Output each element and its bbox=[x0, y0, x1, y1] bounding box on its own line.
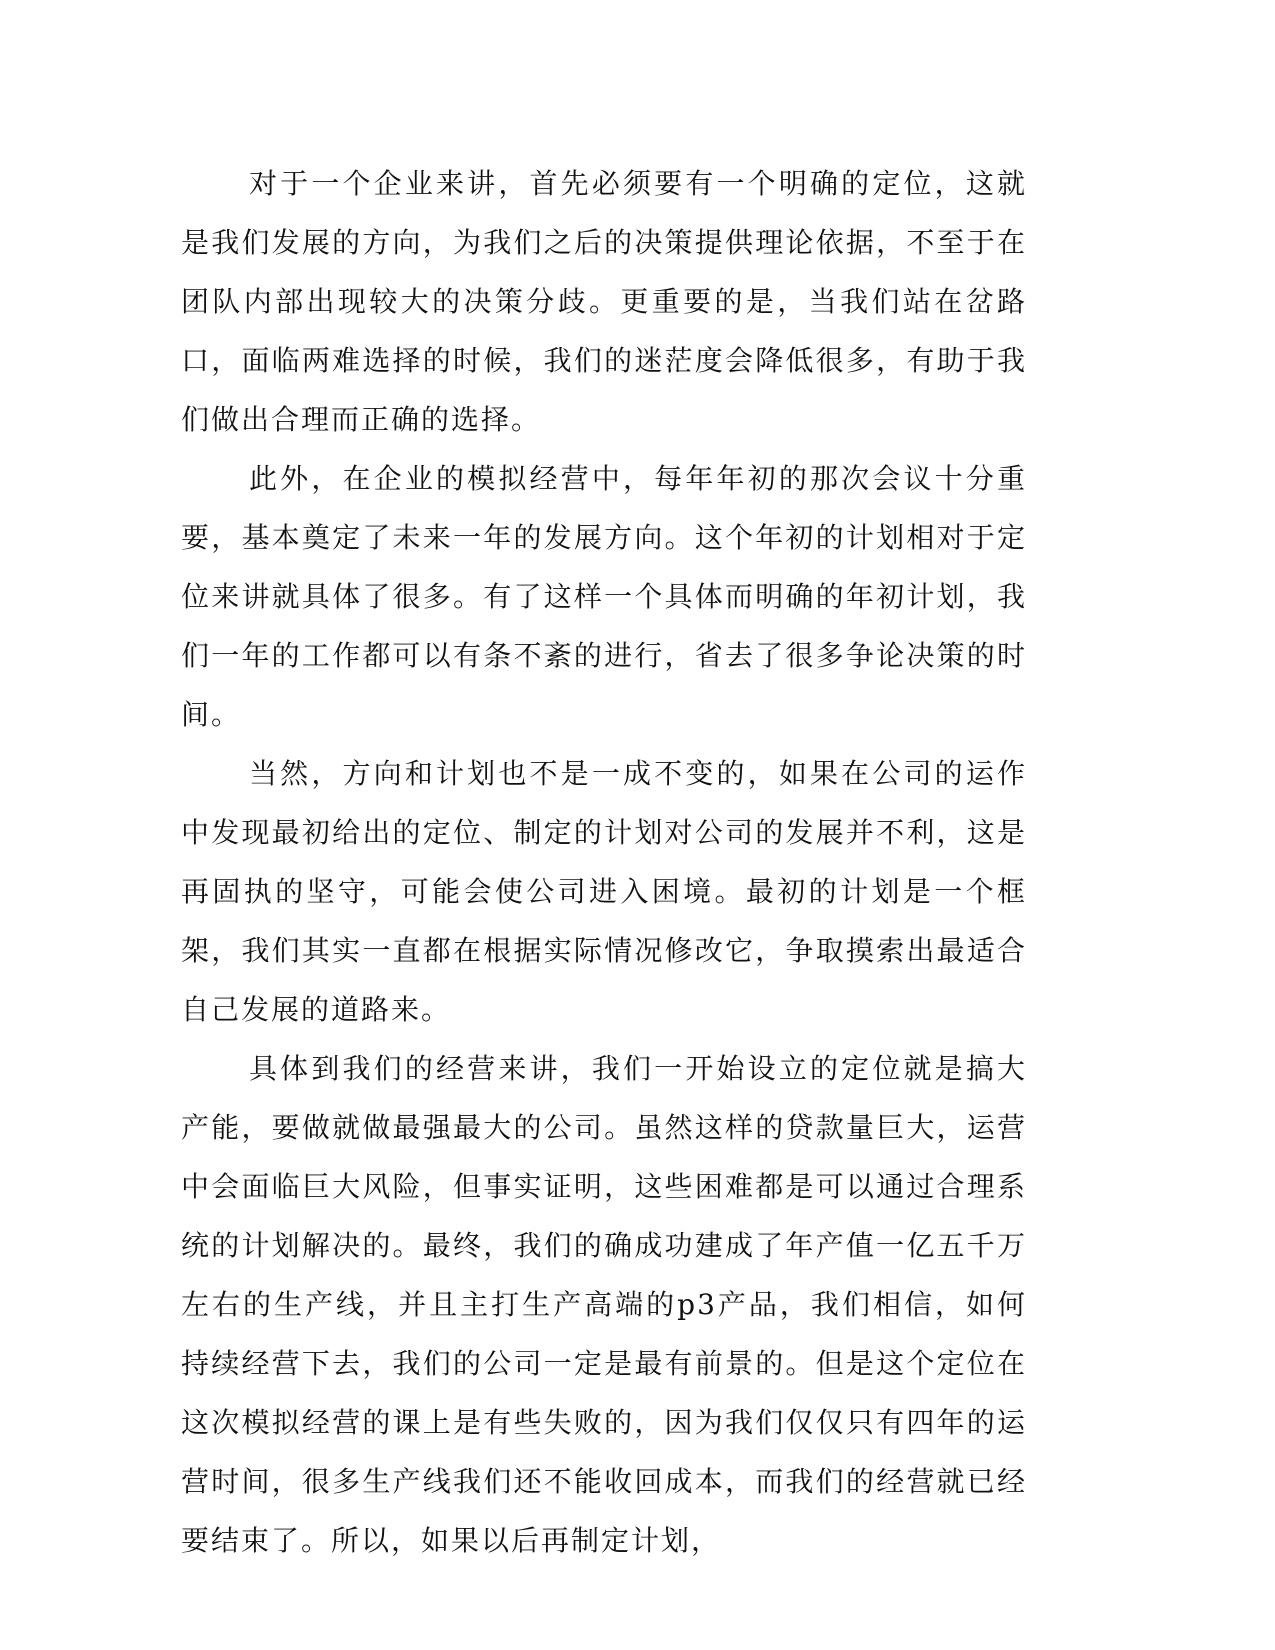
paragraph-positioning: 对于一个企业来讲，首先必须要有一个明确的定位，这就是我们发展的方向，为我们之后的决策提供理论依据，不至于在团队内部出现较大的决策分歧。更重要的是，当我们站在岔路口，面临两难选择的时候，我们的迷茫度会降低很多，有助于我们做出合理而正确的选择。 bbox=[181, 167, 1027, 436]
document-body bbox=[181, 154, 1027, 1570]
paragraph-our-operation: 具体到我们的经营来讲，我们一开始设立的定位就是搞大产能，要做就做最强最大的公司。虽然这样的贷款量巨大，运营中会面临巨大风险，但事实证明，这些困难都是可以通过合理系统的计划解决的。最终，我们的确成功建成了年产值一亿五千万左右的生产线，并且主打生产高端的p3产品，我们相信，如何持续经营下去，我们的公司一定是最有前景的。但是这个定位在这次模拟经营的课上是有些失败的，因为我们仅仅只有四年的运营时间，很多生产线我们还不能收回成本，而我们的经营就已经要结束了。所以，如果以后再制定计划， bbox=[181, 1052, 1027, 1557]
paragraph-annual-plan: 此外，在企业的模拟经营中，每年年初的那次会议十分重要，基本奠定了未来一年的发展方向。这个年初的计划相对于定位来讲就具体了很多。有了这样一个具体而明确的年初计划，我们一年的工作都可以有条不紊的进行，省去了很多争论决策的时间。 bbox=[181, 462, 1027, 731]
paragraph-plan-flexibility: 当然，方向和计划也不是一成不变的，如果在公司的运作中发现最初给出的定位、制定的计划对公司的发展并不利，这是再固执的坚守，可能会使公司进入困境。最初的计划是一个框架，我们其实一直都在根据实际情况修改它，争取摸索出最适合自己发展的道路来。 bbox=[181, 757, 1027, 1026]
